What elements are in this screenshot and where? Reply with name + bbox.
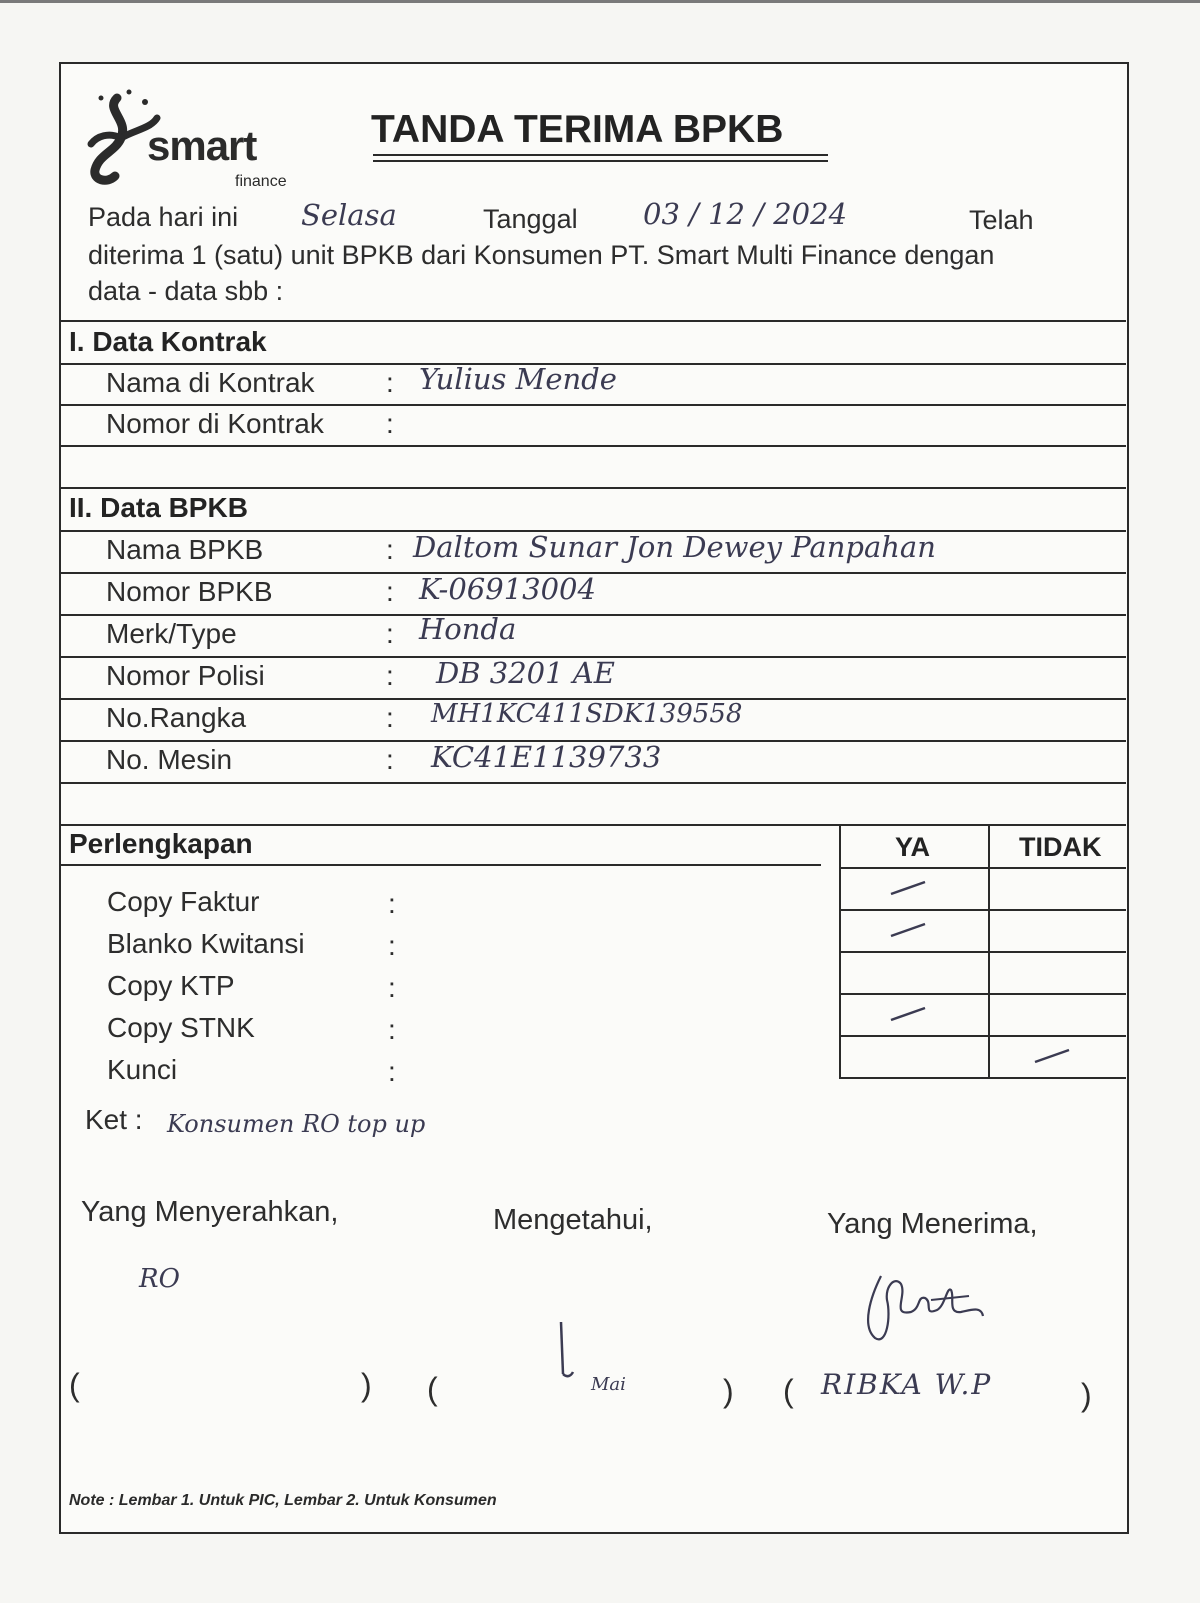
divider <box>61 320 1126 322</box>
section-data-bpkb: II. Data BPKB <box>69 492 248 523</box>
menyerahkan-note: RO <box>139 1264 180 1294</box>
colon: : <box>386 408 394 439</box>
ket-value: Konsumen RO top up <box>167 1110 426 1138</box>
title-underline <box>373 154 828 156</box>
footer-note: Note : Lembar 1. Untuk PIC, Lembar 2. Untuk Konsumen <box>69 1492 497 1509</box>
scan-edge <box>0 0 1200 3</box>
open-paren: ( <box>427 1371 438 1407</box>
divider <box>61 487 1126 489</box>
day-value: Selasa <box>301 198 397 232</box>
title-underline <box>373 160 828 162</box>
item-copy-faktur: Copy Faktur <box>107 886 260 917</box>
colon: : <box>388 930 396 961</box>
logo-subtitle: finance <box>235 173 287 190</box>
mengetahui-label: Mengetahui, <box>493 1204 653 1236</box>
colon: : <box>386 367 394 398</box>
colon: : <box>386 618 394 649</box>
mengetahui-name: Mai <box>591 1374 626 1395</box>
ket-label: Ket : <box>85 1104 143 1135</box>
day-label: Pada hari ini <box>88 202 239 232</box>
checkmark-ya <box>891 1008 925 1020</box>
date-label: Tanggal <box>483 204 578 234</box>
logo-word: smart <box>147 122 257 169</box>
nomor-kontrak-label: Nomor di Kontrak <box>106 408 324 439</box>
col-tidak-header: TIDAK <box>1019 832 1102 862</box>
intro-line-3: data - data sbb : <box>88 276 284 306</box>
checkmark-ya <box>891 924 925 936</box>
item-copy-stnk: Copy STNK <box>107 1012 255 1043</box>
smart-finance-logo <box>85 80 295 190</box>
divider <box>61 864 821 866</box>
checkmark-grid <box>839 824 1129 1080</box>
divider <box>61 404 1126 406</box>
section-perlengkapan: Perlengkapan <box>69 828 253 859</box>
date-value: 03 / 12 / 2024 <box>643 197 848 231</box>
close-paren: ) <box>723 1373 734 1409</box>
colon: : <box>386 744 394 775</box>
yang-menerima-label: Yang Menerima, <box>827 1208 1038 1240</box>
item-copy-ktp: Copy KTP <box>107 970 235 1001</box>
colon: : <box>388 972 396 1003</box>
close-paren: ) <box>1081 1377 1092 1413</box>
merk-type-label: Merk/Type <box>106 618 237 649</box>
divider <box>61 782 1126 784</box>
nomor-bpkb-label: Nomor BPKB <box>106 576 273 607</box>
nomor-polisi-value: DB 3201 AE <box>436 656 615 690</box>
telah-label: Telah <box>969 205 1034 235</box>
nomor-bpkb-value: K-06913004 <box>419 572 596 606</box>
menerima-name: RIBKA W.P <box>821 1368 993 1401</box>
colon: : <box>388 888 396 919</box>
yang-menyerahkan-label: Yang Menyerahkan, <box>81 1196 339 1228</box>
menerima-signature <box>851 1256 1011 1366</box>
nama-kontrak-value: Yulius Mende <box>419 362 617 396</box>
open-paren: ( <box>69 1367 80 1403</box>
checkmark-tidak <box>1035 1050 1069 1062</box>
colon: : <box>388 1056 396 1087</box>
merk-type-value: Honda <box>419 612 517 646</box>
colon: : <box>386 702 394 733</box>
close-paren: ) <box>361 1367 372 1403</box>
divider <box>61 445 1126 447</box>
form-title: TANDA TERIMA BPKB <box>371 108 784 151</box>
no-rangka-value: MH1KC411SDK139558 <box>431 699 743 729</box>
no-mesin-label: No. Mesin <box>106 744 233 775</box>
checkmark-ya <box>891 882 925 894</box>
item-kunci: Kunci <box>107 1054 178 1085</box>
colon: : <box>386 534 394 565</box>
colon: : <box>386 660 394 691</box>
divider <box>61 614 1126 616</box>
col-ya-header: YA <box>895 832 931 862</box>
nama-kontrak-label: Nama di Kontrak <box>106 367 315 398</box>
no-rangka-label: No.Rangka <box>106 702 247 733</box>
section-data-kontrak: I. Data Kontrak <box>69 326 267 357</box>
colon: : <box>388 1014 396 1045</box>
receipt-form <box>59 62 1129 1534</box>
nama-bpkb-value: Daltom Sunar Jon Dewey Panpahan <box>413 530 936 564</box>
colon: : <box>386 576 394 607</box>
nama-bpkb-label: Nama BPKB <box>106 534 264 565</box>
nomor-polisi-label: Nomor Polisi <box>106 660 265 691</box>
intro-line-2: diterima 1 (satu) unit BPKB dari Konsumen PT. Smart Multi Finance dengan <box>88 240 995 270</box>
no-mesin-value: KC41E1139733 <box>431 740 662 774</box>
open-paren: ( <box>783 1373 794 1409</box>
item-blanko-kwitansi: Blanko Kwitansi <box>107 928 305 959</box>
